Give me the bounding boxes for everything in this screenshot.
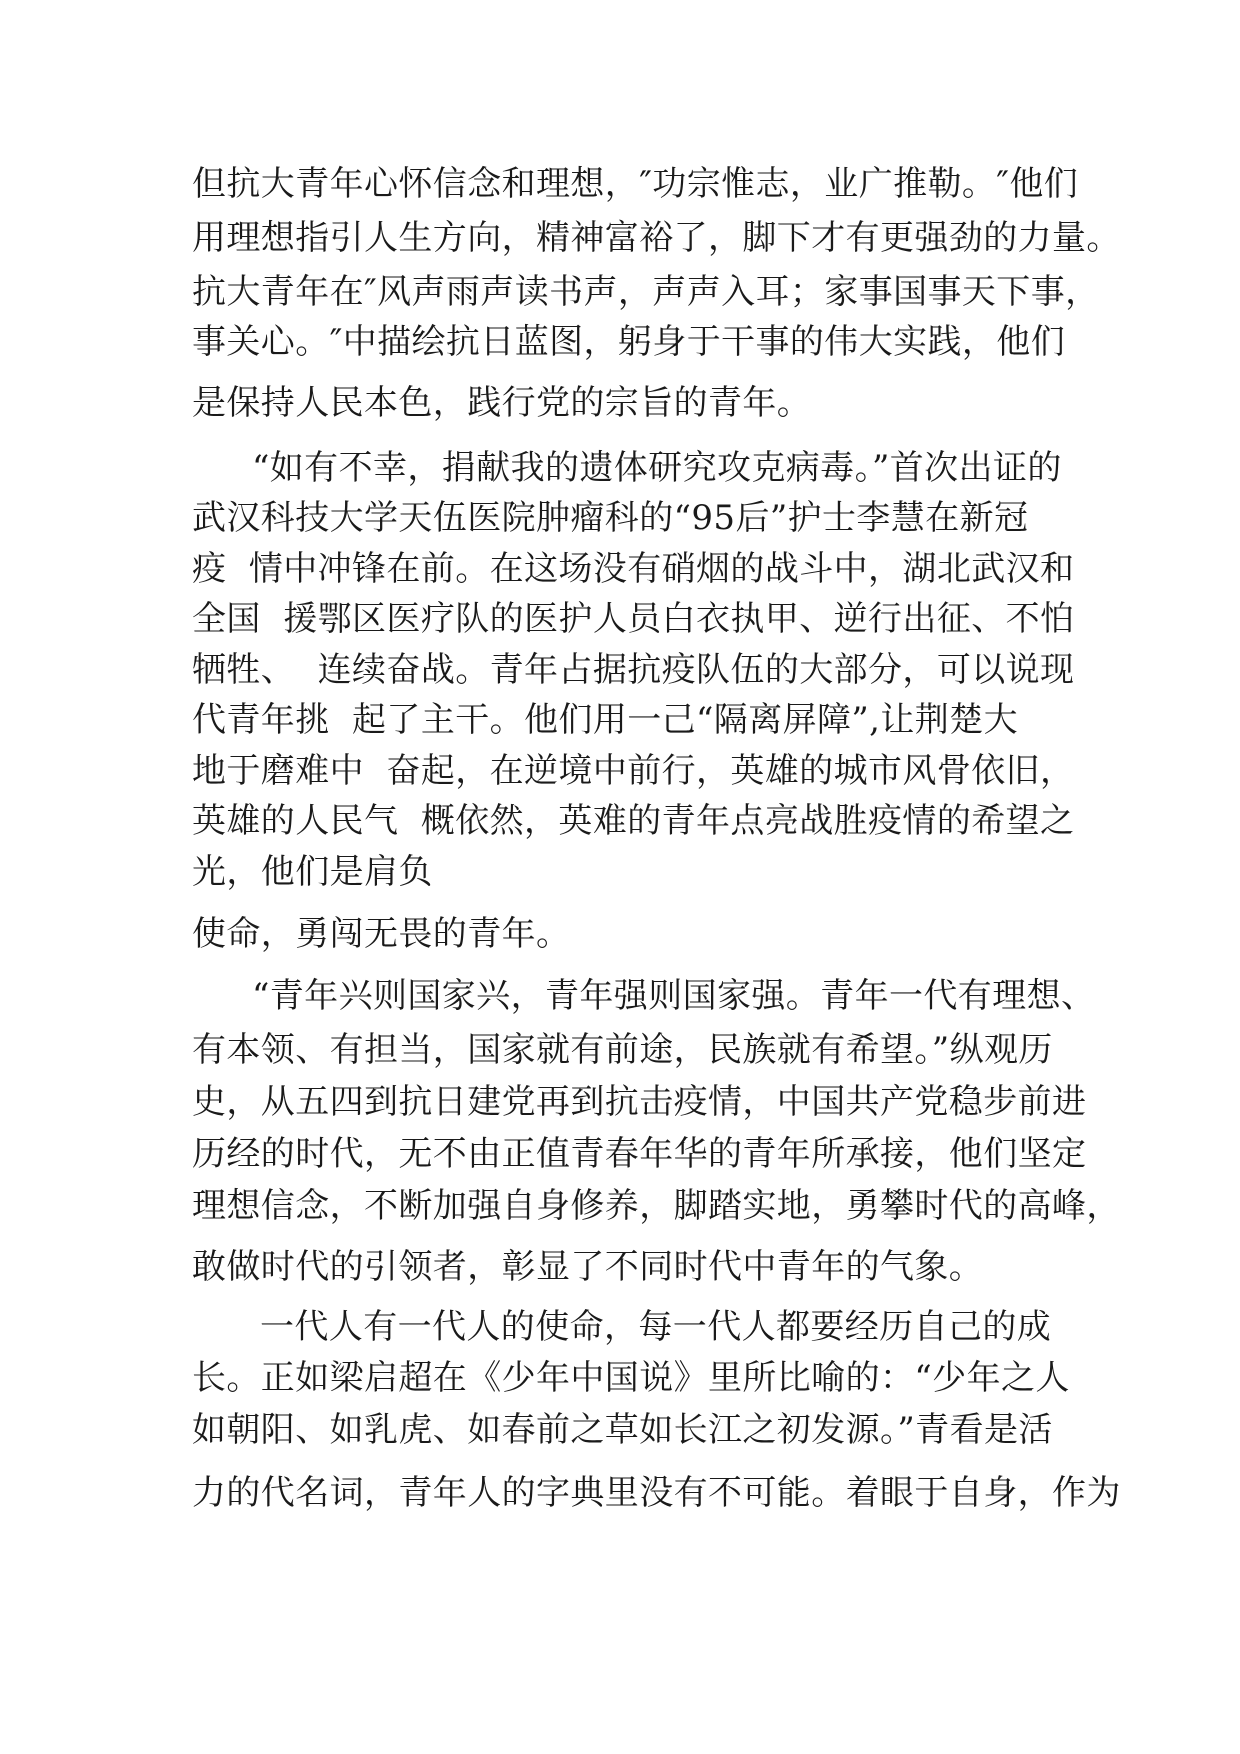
text-line: 武汉科技大学天伍医院肿瘤科的“95后”护士李慧在新冠 — [192, 498, 1029, 538]
text-line: 一代人有一代人的使命，每一代人都要经历自己的成 — [260, 1307, 1052, 1347]
text-line: 疫 情中冲锋在前。在这场没有硝烟的战斗中，湖北武汉和 — [192, 549, 1075, 589]
text-line: 力的代名词，青年人的字典里没有不可能。着眼于自身，作为 — [192, 1473, 1121, 1513]
text-line: 如朝阳、如乳虎、如春前之草如长江之初发源。”青看是活 — [192, 1410, 1053, 1450]
text-line: 事关心。″中描绘抗日蓝图，躬身于干事的伟大实践，他们 — [192, 322, 1066, 362]
text-line: 但抗大青年心怀信念和理想，″功宗惟志，业广推勒。″他们 — [192, 164, 1079, 204]
text-line: 长。正如梁启超在《少年中国说》里所比喻的：“少年之人 — [192, 1358, 1070, 1398]
text-line: 史，从五四到抗日建党再到抗击疫情，中国共产党稳步前进 — [192, 1082, 1087, 1122]
text-line: 代青年挑 起了主干。他们用一己“隔离屏障”,让荆楚大 — [192, 700, 1018, 740]
text-line: 光，他们是肩负 — [192, 852, 433, 892]
text-line: 英雄的人民气 概依然，英难的青年点亮战胜疫情的希望之 — [192, 801, 1075, 841]
text-line: 使命，勇闯无畏的青年。 — [192, 914, 571, 954]
text-line: 牺牲、 连续奋战。青年占据抗疫队伍的大部分，可以说现 — [192, 650, 1075, 690]
text-line: 敢做时代的引领者，彰显了不同时代中青年的气象。 — [192, 1247, 984, 1287]
text-line: “如有不幸，捐献我的遗体研究攻克病毒。”首次出证的 — [252, 448, 1062, 488]
text-line: 历经的时代，无不由正值青春年华的青年所承接，他们坚定 — [192, 1134, 1087, 1174]
text-line: 是保持人民本色，践行党的宗旨的青年。 — [192, 383, 812, 423]
text-line: 用理想指引人生方向，精神富裕了，脚下才有更强劲的力量。 — [192, 218, 1121, 258]
text-line: 地于磨难中 奋起，在逆境中前行，英雄的城市风骨依旧， — [192, 751, 1075, 791]
text-line: 抗大青年在″风声雨声读书声，声声入耳；家事国事天下事， — [192, 272, 1100, 312]
text-line: “青年兴则国家兴，青年强则国家强。青年一代有理想、 — [252, 976, 1096, 1016]
text-line: 理想信念，不断加强自身修养，脚踏实地，勇攀时代的高峰， — [192, 1186, 1121, 1226]
text-line: 全国 援鄂区医疗队的医护人员白衣执甲、逆行出征、不怕 — [192, 599, 1075, 639]
text-line: 有本领、有担当，国家就有前途，民族就有希望。”纵观历 — [192, 1030, 1053, 1070]
